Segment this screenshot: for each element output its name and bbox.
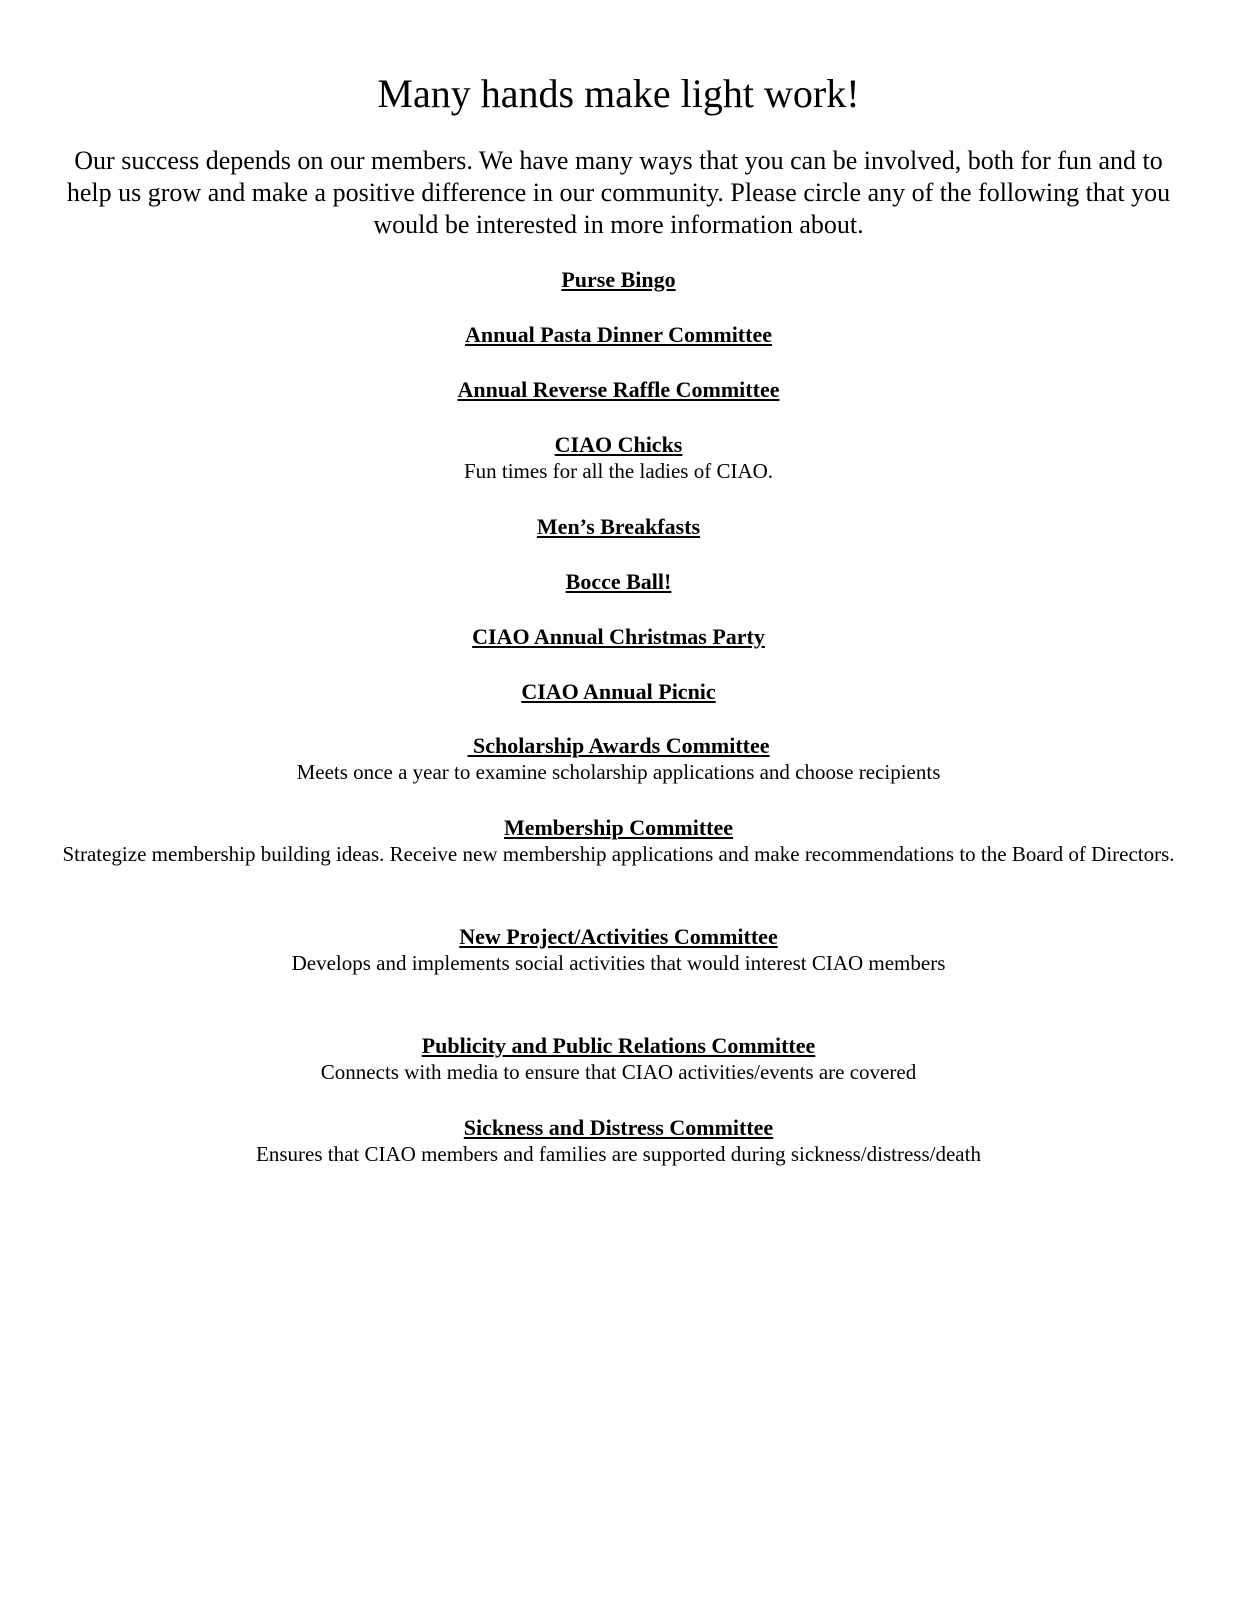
list-item <box>40 568 1197 595</box>
item-title: Bocce Ball! <box>565 569 672 594</box>
item-title: Purse Bingo <box>561 267 676 292</box>
item-description: Ensures that CIAO members and families are supported during sickness/distress/death <box>256 1142 981 1166</box>
list-item <box>40 814 1197 868</box>
list-item <box>40 266 1197 293</box>
list-item <box>40 678 1197 705</box>
list-item <box>40 732 1197 786</box>
list-item <box>40 321 1197 348</box>
list-item <box>40 623 1197 650</box>
item-title: Publicity and Public Relations Committee <box>421 1033 816 1058</box>
list-item <box>40 376 1197 403</box>
page-title: Many hands make light work! <box>377 71 860 116</box>
item-title: Annual Reverse Raffle Committee <box>457 377 780 402</box>
item-title: Annual Pasta Dinner Committee <box>465 322 772 347</box>
list-item <box>40 923 1197 977</box>
list-item <box>40 1114 1197 1168</box>
list-item <box>40 1032 1197 1086</box>
item-title: New Project/Activities Committee <box>459 924 778 949</box>
item-description: Develops and implements social activities that would interest CIAO members <box>291 951 946 975</box>
item-title: Scholarship Awards Committee <box>467 733 770 758</box>
item-title: Men’s Breakfasts <box>536 514 701 539</box>
list-item <box>40 513 1197 540</box>
item-title: CIAO Annual Picnic <box>521 679 716 704</box>
item-description: Connects with media to ensure that CIAO activities/events are covered <box>320 1060 917 1084</box>
item-description: Fun times for all the ladies of CIAO. <box>463 459 774 483</box>
item-title: CIAO Annual Christmas Party <box>472 624 765 649</box>
item-title: CIAO Chicks <box>554 432 683 457</box>
list-item <box>40 431 1197 485</box>
intro-paragraph: Our success depends on our members. We have many ways that you can be involved, both for fun and to help us grow and make a positive difference in our community. Please circle any of the following that you would be interested in more information about. <box>66 146 1171 239</box>
item-title: Sickness and Distress Committee <box>463 1115 774 1140</box>
item-description: Strategize membership building ideas. Receive new membership applications and make recommendations to the Board of Directors. <box>62 842 1175 866</box>
item-description: Meets once a year to examine scholarship applications and choose recipients <box>296 760 941 784</box>
item-title: Membership Committee <box>503 815 734 840</box>
